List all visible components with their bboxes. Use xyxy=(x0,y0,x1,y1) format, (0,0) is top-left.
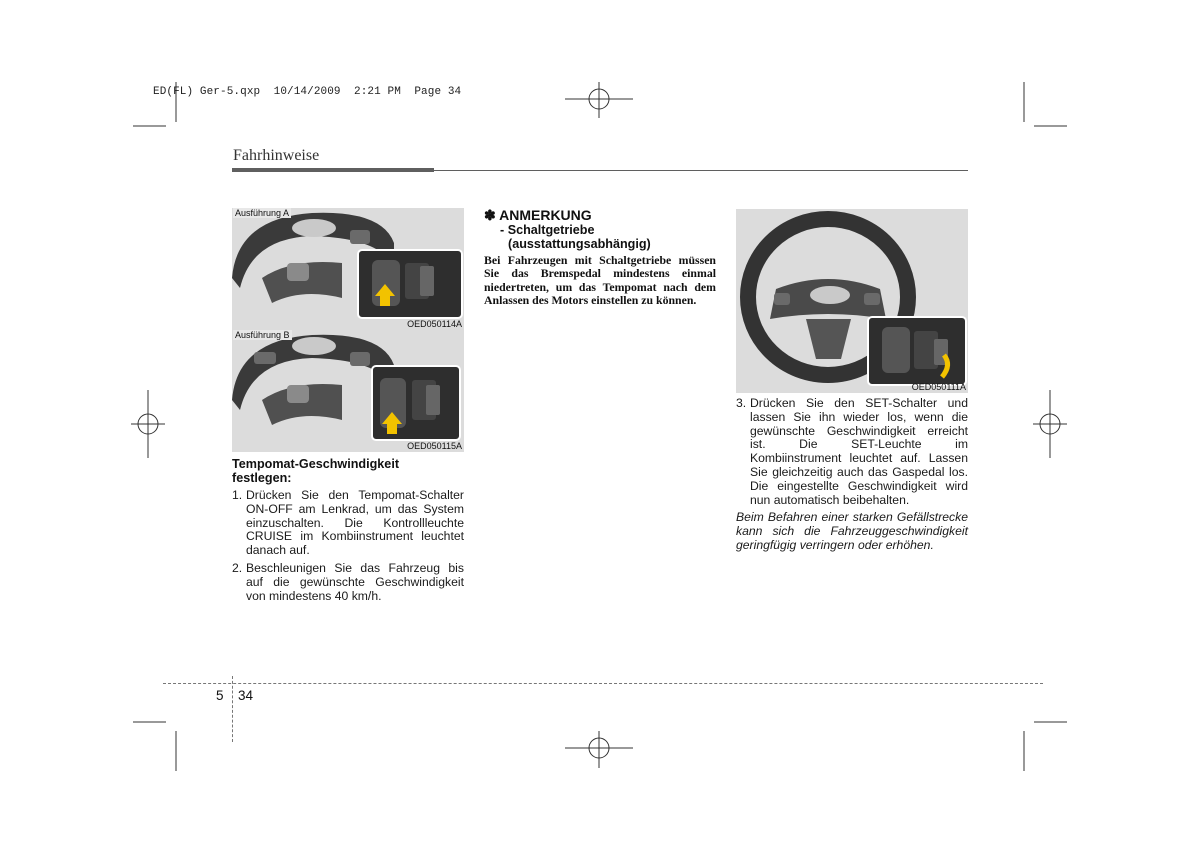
list-item-number: 2. xyxy=(232,560,243,575)
note-subtitle-detail: (ausstattungsabhängig) xyxy=(508,237,651,251)
note-box xyxy=(484,207,716,308)
figure-c-code: OED050111A xyxy=(911,382,966,392)
list-item-text: Drücken Sie den Tempomat-Schalter ON-OFF am Lenkrad, um das System einzuschalten. Die Kontrollleuchte CRUISE im Kombiinstrument leuchtet danach auf. xyxy=(246,488,464,558)
list-item-number: 3. xyxy=(736,396,747,410)
list-item xyxy=(232,489,464,558)
list-item-text: Beschleunigen Sie das Fahrzeug bis auf die gewünschte Geschwindigkeit von mindestens 40 km/h. xyxy=(246,560,464,603)
steering-wheel-illustration xyxy=(736,209,968,393)
list-item-text: Drücken Sie den SET-Schalter und lassen Sie ihn wieder los, wenn die gewünschte Geschwindigkeit erreicht ist. Die SET-Leuchte im Kombiinstrument leuchtet auf. Lassen Sie gleichzeitig auch das Gaspedal los. Die eingestellte Geschwindigkeit wird nun automatisch beibehalten. xyxy=(750,396,968,507)
heading-line-1: Tempomat-Geschwindigkeit xyxy=(232,457,400,471)
list-item xyxy=(736,397,968,507)
note-star-icon: ✽ xyxy=(484,207,496,223)
footer-divider xyxy=(232,676,233,742)
steering-wheel-illustration xyxy=(232,330,464,452)
figure-b-label: Ausführung B xyxy=(235,330,290,340)
steering-wheel-illustration xyxy=(232,208,464,330)
list-item-number: 1. xyxy=(232,488,243,502)
footer-rule xyxy=(163,683,1043,684)
tempomat-heading xyxy=(232,457,464,485)
print-slug: ED(FL) Ger-5.qxp 10/14/2009 2:21 PM Page 34 xyxy=(153,86,462,98)
note-title: ANMERKUNG xyxy=(499,207,592,223)
page-number: 34 xyxy=(238,688,254,703)
section-title: Fahrhinweise xyxy=(233,147,320,164)
figure-b-code: OED050115A xyxy=(407,441,462,451)
figure-a-label: Ausführung A xyxy=(235,208,290,218)
heading-line-2: festlegen: xyxy=(232,471,292,485)
left-column xyxy=(232,457,464,607)
right-column xyxy=(736,397,968,553)
note-heading xyxy=(484,207,716,223)
note-body: Bei Fahrzeugen mit Schaltgetriebe müssen Sie das Bremspedal mindestens einmal niedertreten, um das Tempomat nach dem Anlassen des Motors einstellen zu können. xyxy=(484,253,716,308)
list-item xyxy=(232,562,464,603)
figure-c xyxy=(736,209,968,393)
header-rule-thick xyxy=(232,168,434,172)
note-subtitle: - Schaltgetriebe xyxy=(500,223,595,237)
figure-a-code: OED050114A xyxy=(407,319,462,329)
steps-list xyxy=(232,489,464,603)
figure-b xyxy=(232,330,464,452)
figure-a xyxy=(232,208,464,330)
chapter-number: 5 xyxy=(216,688,224,703)
italic-note: Beim Befahren einer starken Gefällstrecke kann sich die Fahrzeuggeschwindigkeit geringfügig verringern oder erhöhen. xyxy=(736,510,968,552)
header-rule-thin xyxy=(434,170,968,171)
